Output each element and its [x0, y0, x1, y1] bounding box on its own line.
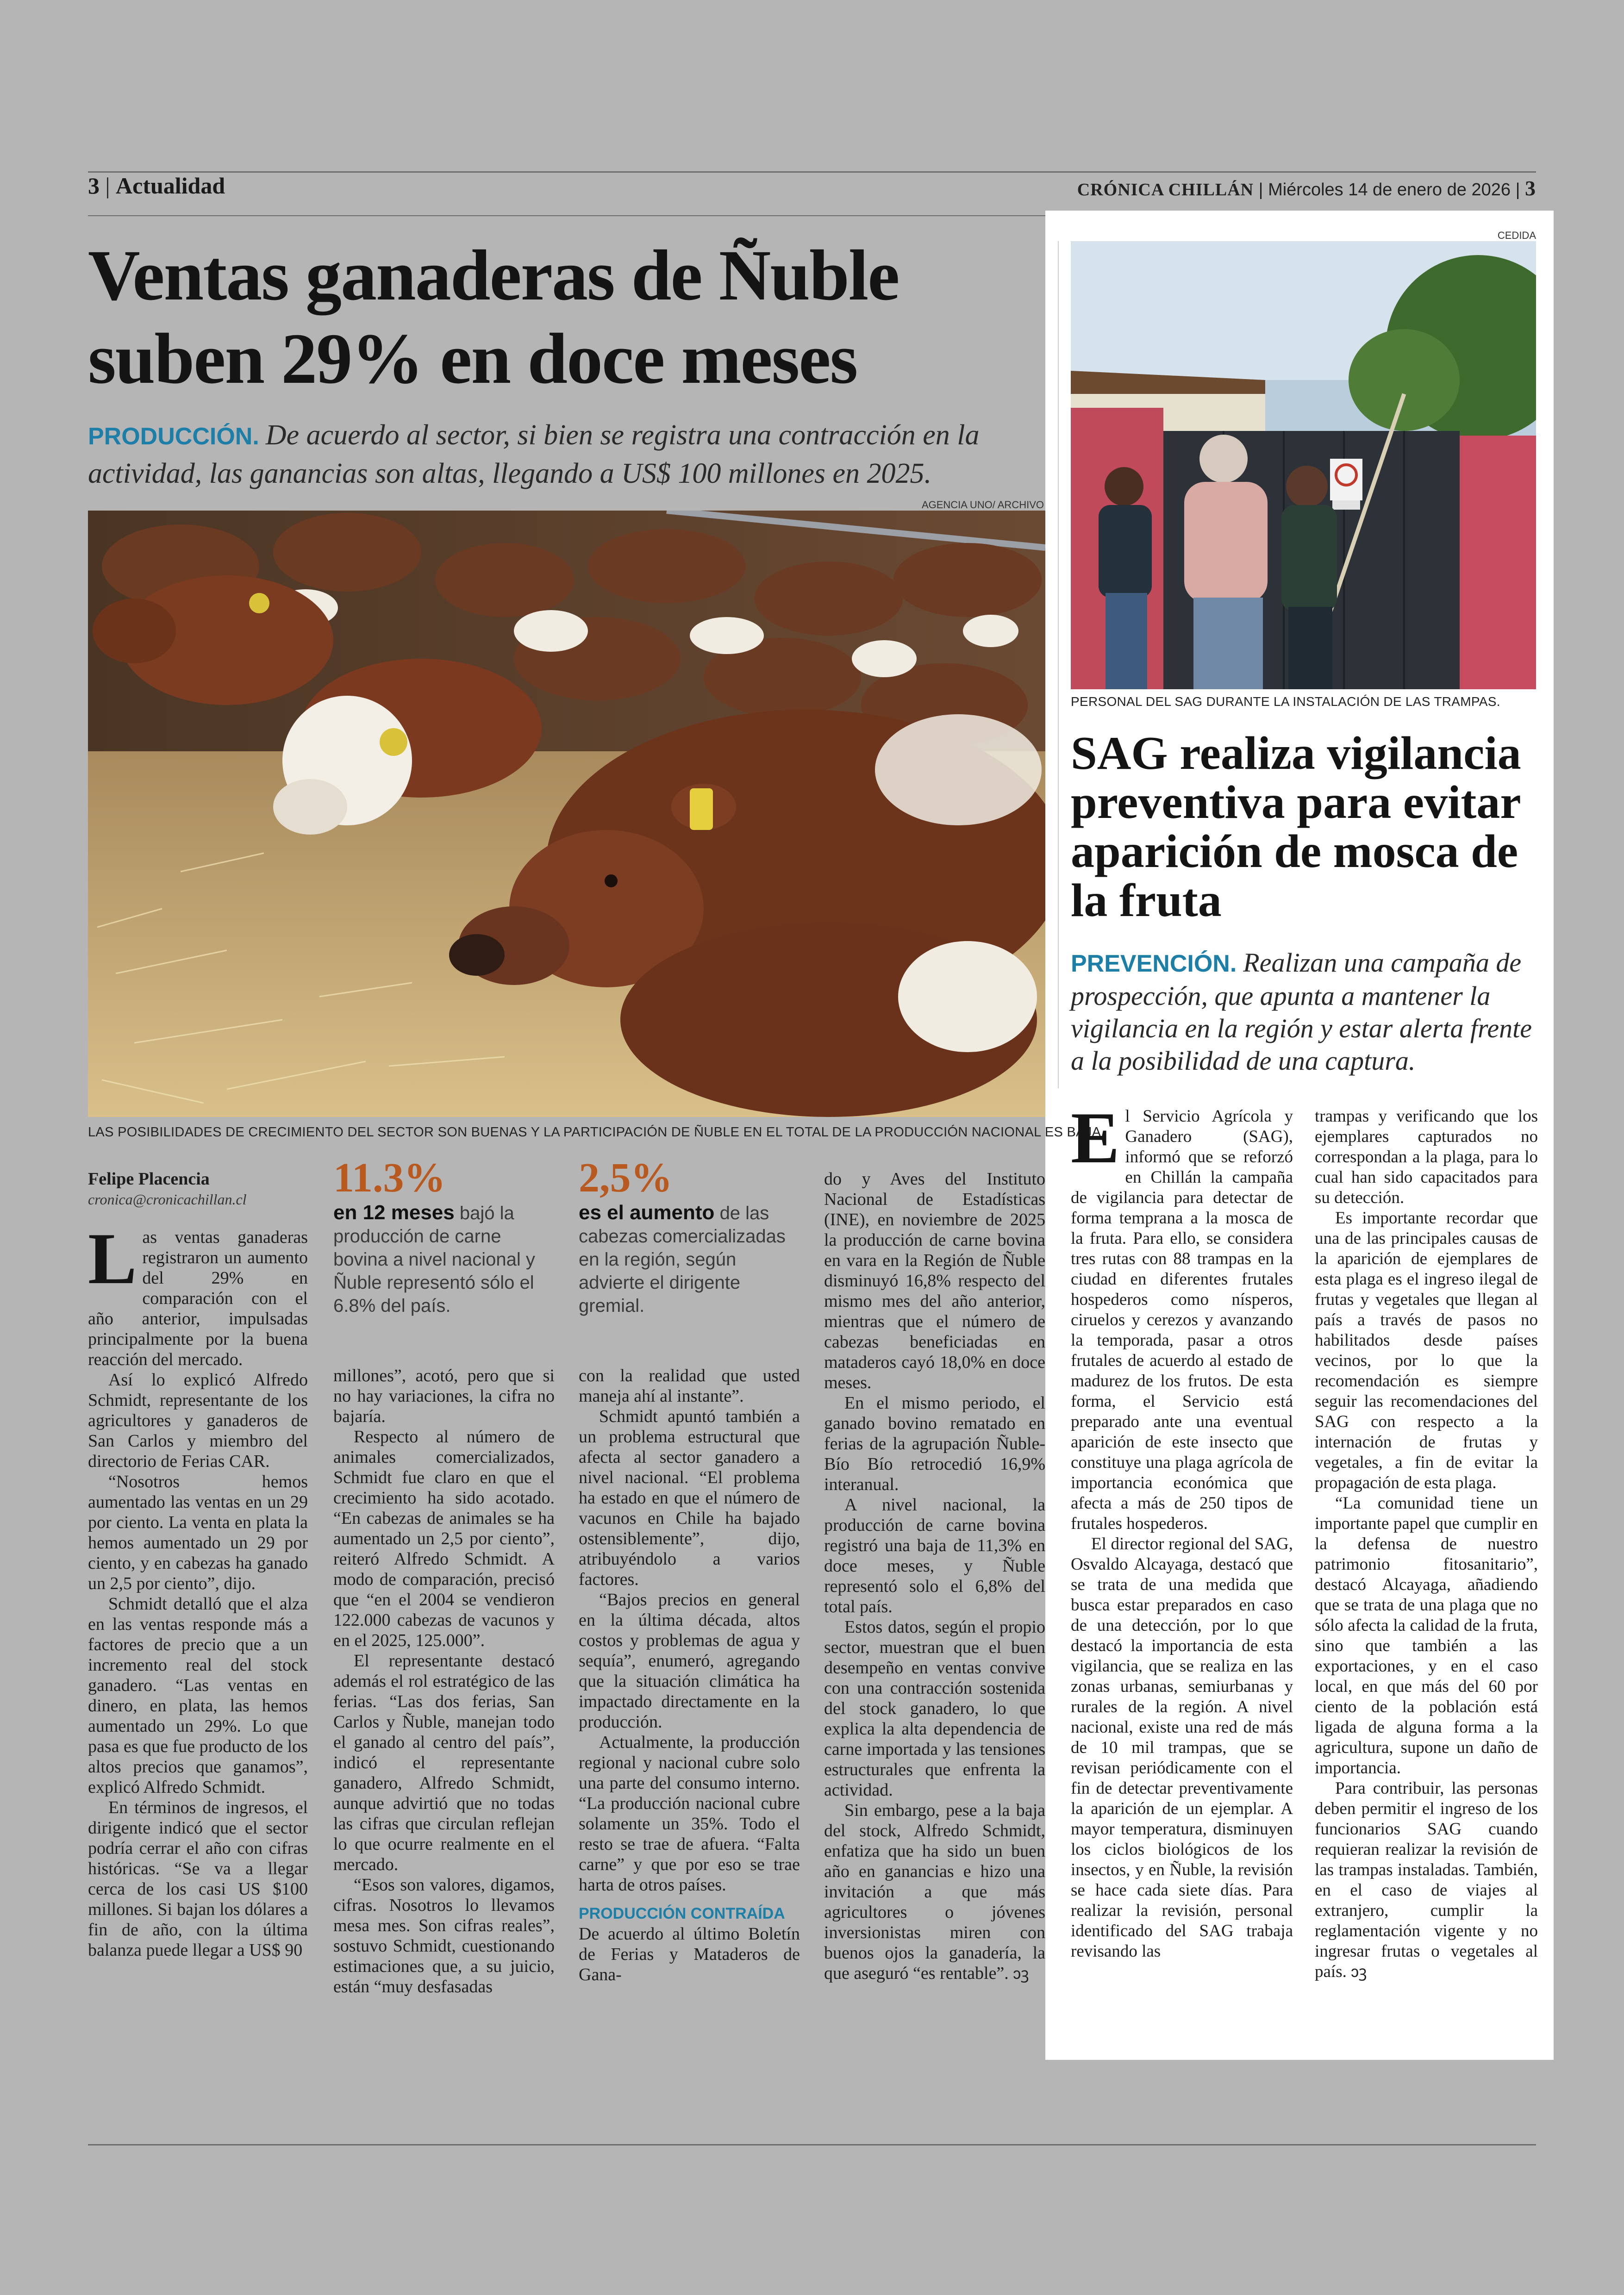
- side-kicker: PREVENCIÓN.: [1071, 950, 1237, 977]
- side-headline: SAG realiza vigilancia preventiva para evitar aparición de mosca de la fruta: [1071, 727, 1521, 927]
- main-paragraph: “Bajos precios en general en la última década, altos costos y problemas de agua y sequía”, enumeró, agregando que la situación climática ha impactado directamente en la producción.: [579, 1590, 800, 1732]
- side-deck-text: Realizan una campaña de prospección, que apunta a mantener la vigilancia en la región y estar alerta frente a la posibilidad de una captura.: [1071, 948, 1532, 1076]
- side-paragraph: l Servicio Agrícola y Ganadero (SAG), informó que se reforzó en Chillán la campaña de vigilancia para detectar de forma temprana a la mosca de la fruta. Para ello, se considera tres rutas con 88 trampas en la ciudad en diferentes frutales hospederos como nísperos, ciruelos y cerezos y avanzando la temporada, pasar a otros frutales de acuerdo al estado de madurez de los frutos. De esta forma, el Servicio está preparado ante una eventual aparición de este insecto que constituye una plaga agrícola de importancia económica que afecta a más de 250 tipos de frutales hospederos.: [1071, 1107, 1293, 1533]
- main-deck: [88, 417, 1037, 492]
- cattle-photo: [88, 511, 1045, 1117]
- section-label: 3 | Actualidad: [88, 173, 225, 199]
- section-name: Actualidad: [116, 173, 225, 199]
- stat2-value: 2,5%: [579, 1155, 673, 1201]
- main-paragraph: En el mismo periodo, el ganado bovino rematado en ferias de la agrupación Ñuble-Bío Bío retrocedió 16,9% interanual.: [824, 1393, 1045, 1494]
- main-paragraph: Estos datos, según el propio sector, muestran que el buen desempeño en ventas convive con una contracción sostenida del stock ganadero, lo que explica la alta dependencia de carne importada y las tensiones estructurales que enfrenta la actividad.: [824, 1617, 1045, 1800]
- sag-photo: [1071, 241, 1536, 689]
- side-end-mark: ↄꝫ: [1351, 1963, 1367, 1981]
- main-paragraph: Respecto al número de animales comercializados, Schmidt fue claro en que el crecimiento ha sido acotado. “En cabezas de animales se ha aumentado un 2,5 por ciento”, reiteró Alfredo Schmidt. A modo de comparación, precisó que “en el 2004 se vendieron 122.000 cabezas de vacunos y en el 2025, 125.000”.: [333, 1427, 555, 1650]
- main-headline: Ventas ganaderas de Ñuble suben 29% en doce meses: [88, 235, 899, 399]
- byline-email: cronica@cronicachillan.cl: [88, 1191, 247, 1208]
- side-paragraph: trampas y verificando que los ejemplares capturados no correspondan a la plaga, para lo cual han sido capacitados para su detección.: [1315, 1107, 1538, 1207]
- side-paragraph: [1315, 1778, 1538, 1982]
- main-column-4: [824, 1169, 1045, 1984]
- main-deck-text: De acuerdo al sector, si bien se registra una contracción en la actividad, las ganancias son altas, llegando a US$ 100 millones en 2025.: [88, 419, 980, 489]
- main-paragraph: Schmidt detalló que el alza en las ventas responde más a factores de precio que a un incremento real del stock ganadero. “Las ventas en dinero, en plata, las hemos aumentado un 29%. Lo que pasa es que fue producto de los altos precios que ganamos”, explicó Alfredo Schmidt.: [88, 1594, 308, 1797]
- main-paragraph: [824, 1800, 1045, 1984]
- main-paragraph: as ventas ganaderas registraron un aumento del 29% en comparación con el año anterior, impulsadas principalmente por la buena reacción del mercado.: [88, 1228, 308, 1369]
- side-column-2: [1315, 1106, 1538, 1982]
- masthead-info: CRÓNICA CHILLÁN | Miércoles 14 de enero de 2026 | 3: [1077, 176, 1536, 200]
- main-paragraph: El representante destacó además el rol estratégico de las ferias. “Las dos ferias, San Carlos y Ñuble, manejan todo el ganado al centro del país”, indicó el representante ganadero, Alfredo Schmidt, aunque advirtió que no todas las cifras que circulan reflejan lo que ocurre realmente en el mercado.: [333, 1651, 555, 1874]
- side-photo-credit: CEDIDA: [1497, 230, 1536, 241]
- paper-name: CRÓNICA CHILLÁN: [1077, 180, 1254, 200]
- top-rule: [88, 171, 1536, 173]
- side-column-1: [1071, 1098, 1293, 1962]
- main-last-paragraph: Sin embargo, pese a la baja del stock, Alfredo Schmidt, enfatiza que ha sido un buen año en ganancias e hizo una invitación a que más agricultores o jóvenes inversionistas miren con buenos ojos la ganadería, la que aseguró “es rentable”.: [824, 1801, 1045, 1983]
- main-photo-caption: LAS POSIBILIDADES DE CRECIMIENTO DEL SECTOR SON BUENAS Y LA PARTICIPACIÓN DE ÑUBLE EN EL TOTAL DE LA PRODUCCIÓN NACIONAL ES BAJA.: [88, 1125, 1105, 1140]
- stat1-text: bajó la producción de carne bovina a nivel nacional y Ñuble representó sólo el 6.8% del país.: [333, 1203, 535, 1316]
- main-paragraph: “Esos son valores, digamos, cifras. Nosotros lo llevamos mesa mes. Son cifras reales”, sostuvo Schmidt, cuestionando estimaciones que, a su juicio, están “muy desfasadas: [333, 1875, 555, 1996]
- side-paragraph: El director regional del SAG, Osvaldo Alcayaga, destacó que se trata de una medida que busca estar preparados en caso de una detección, por lo que destacó la importancia de esta vigilancia, que se realiza en las zonas urbanas, semiurbanas y rurales de la región. A nivel nacional, existe una red de más de 10 mil trampas, que se revisan periódicamente con el fin de detectar preventivamente la aparición de un ejemplar. A mayor temperatura, disminuyen los ciclos biológicos de los insectos, y en Ñuble, la revisión se hace cada siete días. Para realizar la revisión, personal identificado del SAG trabaja revisando las: [1071, 1534, 1293, 1961]
- main-paragraph: “Nosotros hemos aumentado las ventas en un 29 por ciento. La venta en plata la hemos aumentado un 29 por ciento, y en cabezas ha ganado un 2,5 por ciento”, dijo.: [88, 1472, 308, 1593]
- stat2-text: de las cabezas comercializadas en la región, según advierte el dirigente gremial.: [579, 1203, 786, 1316]
- issue-date: Miércoles 14 de enero de 2026: [1268, 180, 1511, 200]
- main-paragraph: Así lo explicó Alfredo Schmidt, representante de los agricultores y ganaderos de San Carlos y miembro del directorio de Ferias CAR.: [88, 1370, 308, 1471]
- main-paragraph: A nivel nacional, la producción de carne bovina registró una baja de 11,3% en doce meses, y Ñuble representó solo el 6,8% del total país.: [824, 1495, 1045, 1616]
- main-paragraph: En términos de ingresos, el dirigente indicó que el sector podría cerrar el año con cifras históricas. “Se va a llegar cerca de los casi US $100 millones. Si bajan los dólares a fin de año, con la última balanza puede llegar a US$ 90: [88, 1798, 308, 1960]
- stat-box-2: [579, 1155, 801, 1317]
- side-paragraph: Es importante recordar que una de las principales causas de la aparición de ejemplares de esta plaga es el ingreso ilegal de frutas y vegetales que llegan al país a través de pasos no habilitados desde países vecinos, por lo que la recomendación es siempre seguir las recomendaciones del SAG con respecto a la internación de frutas y vegetales, a fin de evitar la propagación de esta plaga.: [1315, 1209, 1538, 1492]
- main-paragraph: Actualmente, la producción regional y nacional cubre solo una parte del consumo interno. “La producción nacional cubre solamente un 35%. Todo el resto se trae de afuera. “Falta carne” y que por eso se trae harta de otros países.: [579, 1733, 800, 1895]
- main-column-3: [579, 1366, 800, 1985]
- bottom-rule: [88, 2144, 1536, 2145]
- side-last-paragraph: Para contribuir, las personas deben permitir el ingreso de los funcionarios SAG cuando requieran realizar la revisión de las trampas instaladas. También, en el caso de viajes al extranjero, cumplir la reglamentación vigente y no ingresar frutas o vegetales al país.: [1315, 1779, 1538, 1981]
- byline-name: Felipe Placencia: [88, 1169, 210, 1189]
- main-paragraph: Schmidt apuntó también a un problema estructural que afecta al sector ganadero a nivel nacional. “El problema ha estado en que el número de vacunos en Chile ha bajado ostensiblemente”, dijo, atribuyéndolo a varios factores.: [579, 1407, 800, 1589]
- main-kicker: PRODUCCIÓN.: [88, 423, 259, 450]
- main-photo-credit: AGENCIA UNO/ ARCHIVO: [921, 499, 1044, 511]
- main-column-1: [88, 1169, 308, 1960]
- main-paragraph: De acuerdo al último Boletín de Ferias y Mataderos de Gana-: [579, 1924, 800, 1984]
- side-paragraph: “La comunidad tiene un importante papel que cumplir en la defensa de nuestro patrimonio fitosanitario”, destacó Alcayaga, añadiendo que se trata de una plaga que no sólo afecta la calidad de la fruta, sino que también a las exportaciones, y en el caso local, en que más del 60 por ciento de la población está ligada de alguna forma a la agricultura, supone un daño de importancia.: [1315, 1494, 1538, 1777]
- stat1-bold: en 12 meses: [333, 1201, 455, 1224]
- stat1-value: 11.3%: [333, 1155, 446, 1201]
- sidebar-inner-rule: [1058, 241, 1059, 1088]
- main-paragraph: do y Aves del Instituto Nacional de Estadísticas (INE), en noviembre de 2025 la producción de carne bovina en vara en la Región de Ñuble disminuyó 16,8% respecto del mismo mes del año anterior, mientras que el número de cabezas beneficiadas en mataderos cayó 18,0% en doce meses.: [824, 1169, 1045, 1392]
- page-number-right: 3: [1525, 176, 1536, 200]
- side-dropcap: E: [1071, 1098, 1120, 1179]
- side-photo-caption: PERSONAL DEL SAG DURANTE LA INSTALACIÓN DE LAS TRAMPAS.: [1071, 694, 1500, 709]
- stat-box-1: [333, 1155, 556, 1317]
- page-number: 3: [88, 173, 100, 199]
- main-column-2: [333, 1366, 555, 1997]
- main-paragraph: millones”, acotó, pero que si no hay variaciones, la cifra no bajaría.: [333, 1366, 555, 1426]
- main-dropcap: L: [88, 1218, 137, 1299]
- side-deck: [1071, 947, 1541, 1077]
- main-paragraph: con la realidad que usted maneja ahí al instante”.: [579, 1366, 800, 1406]
- main-subhead: PRODUCCIÓN CONTRAÍDA: [579, 1905, 785, 1922]
- stat2-bold: es el aumento: [579, 1201, 715, 1224]
- end-mark: ↄꝫ: [1013, 1965, 1029, 1983]
